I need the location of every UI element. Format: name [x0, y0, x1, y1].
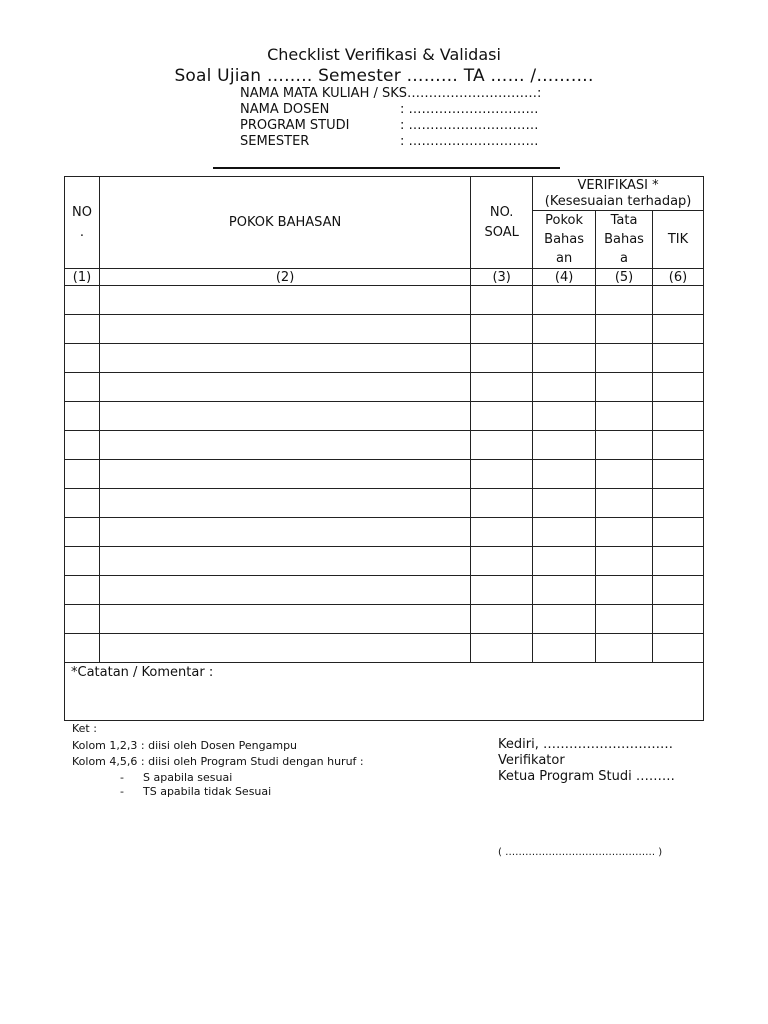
table-cell[interactable]: [653, 576, 704, 605]
table-cell[interactable]: [533, 518, 596, 547]
title-divider: [213, 167, 560, 169]
table-cell[interactable]: [653, 518, 704, 547]
ket-line-1: Kolom 1,2,3 : diisi oleh Dosen Pengampu: [72, 739, 298, 752]
table-cell[interactable]: [99, 489, 470, 518]
table-row: [65, 460, 704, 489]
table-row: [65, 402, 704, 431]
table-cell[interactable]: [596, 402, 653, 431]
table-cell[interactable]: [99, 460, 470, 489]
table-cell[interactable]: [533, 315, 596, 344]
signature-role-verifikator: Verifikator: [498, 753, 565, 768]
table-cell[interactable]: [471, 547, 533, 576]
table-cell[interactable]: [653, 431, 704, 460]
table-cell[interactable]: [653, 547, 704, 576]
table-cell[interactable]: [99, 402, 470, 431]
table-cell[interactable]: [653, 315, 704, 344]
table-cell[interactable]: [99, 373, 470, 402]
table-cell[interactable]: [65, 315, 100, 344]
ket-bullet-sesuai: S apabila sesuai: [143, 771, 233, 784]
catatan-label: *Catatan / Komentar :: [71, 665, 214, 680]
table-cell[interactable]: [596, 315, 653, 344]
meta-label: NAMA DOSEN: [240, 102, 330, 117]
signature-place-date: Kediri, …………………………: [498, 737, 673, 752]
column-number: (2): [99, 269, 470, 286]
table-cell[interactable]: [65, 634, 100, 663]
header-tik: TIK: [653, 211, 704, 269]
table-row: [65, 576, 704, 605]
meta-row-dosen: [240, 102, 570, 117]
table-cell[interactable]: [99, 547, 470, 576]
column-number: (5): [596, 269, 653, 286]
table-cell[interactable]: [653, 605, 704, 634]
table-cell[interactable]: [596, 373, 653, 402]
table-row: [65, 489, 704, 518]
table-row: [65, 547, 704, 576]
table-cell[interactable]: [533, 431, 596, 460]
table-cell[interactable]: [99, 344, 470, 373]
table-cell[interactable]: [65, 373, 100, 402]
table-cell[interactable]: [99, 286, 470, 315]
table-cell[interactable]: [65, 547, 100, 576]
table-cell[interactable]: [99, 576, 470, 605]
table-cell[interactable]: [596, 576, 653, 605]
table-cell[interactable]: [99, 605, 470, 634]
table-cell[interactable]: [596, 460, 653, 489]
header-no-soal: NO. SOAL: [471, 177, 533, 269]
meta-value: : …………………………: [400, 102, 539, 117]
document-subtitle: Soal Ujian …….. Semester ……… TA …… /……….: [174, 66, 594, 86]
document-title: Checklist Verifikasi & Validasi: [267, 45, 501, 64]
table-row: [65, 373, 704, 402]
table-cell[interactable]: [471, 431, 533, 460]
table-cell[interactable]: [533, 576, 596, 605]
table-cell[interactable]: [533, 286, 596, 315]
ket-line-2: Kolom 4,5,6 : diisi oleh Program Studi dengan huruf :: [72, 755, 364, 768]
table-cell[interactable]: [533, 402, 596, 431]
table-cell[interactable]: [596, 518, 653, 547]
signature-name-line: ( ……………………………………… ): [498, 847, 663, 858]
ket-bullet-dash: -: [120, 785, 124, 798]
table-cell[interactable]: [65, 431, 100, 460]
column-number: (3): [471, 269, 533, 286]
ket-heading: Ket :: [72, 722, 97, 735]
meta-row-semester: [240, 134, 570, 149]
table-cell[interactable]: [471, 605, 533, 634]
table-cell[interactable]: [653, 489, 704, 518]
table-cell[interactable]: [99, 518, 470, 547]
table-cell[interactable]: [471, 402, 533, 431]
meta-label: NAMA MATA KULIAH / SKS: [240, 86, 408, 101]
header-pokok-bahasan: POKOK BAHASAN: [99, 177, 470, 269]
table-cell[interactable]: [65, 286, 100, 315]
column-number: (6): [653, 269, 704, 286]
table-row: [65, 286, 704, 315]
table-cell[interactable]: [596, 605, 653, 634]
table-cell[interactable]: [99, 634, 470, 663]
table-cell[interactable]: [471, 576, 533, 605]
table-cell[interactable]: [596, 286, 653, 315]
table-cell[interactable]: [471, 634, 533, 663]
catatan-komentar[interactable]: [65, 663, 704, 721]
checklist-table: [64, 176, 704, 721]
table-cell[interactable]: [65, 576, 100, 605]
table-cell[interactable]: [65, 344, 100, 373]
table-cell[interactable]: [471, 518, 533, 547]
header-pokok-bahasan-sub: Pokok Bahas an: [533, 211, 596, 269]
table-cell[interactable]: [596, 634, 653, 663]
meta-row-mata-kuliah: [240, 86, 570, 101]
table-cell[interactable]: [533, 605, 596, 634]
table-cell[interactable]: [65, 489, 100, 518]
header-tata-bahasa: Tata Bahas a: [596, 211, 653, 269]
table-row: [65, 344, 704, 373]
table-cell[interactable]: [471, 286, 533, 315]
table-cell[interactable]: [471, 460, 533, 489]
column-number: (1): [65, 269, 100, 286]
meta-row-program-studi: [240, 118, 570, 133]
table-cell[interactable]: [471, 373, 533, 402]
meta-value: : …………………………: [400, 134, 539, 149]
table-row: [65, 634, 704, 663]
table-row: [65, 518, 704, 547]
table-row: [65, 605, 704, 634]
meta-label: PROGRAM STUDI: [240, 118, 350, 133]
table-cell[interactable]: [653, 373, 704, 402]
table-cell[interactable]: [471, 344, 533, 373]
table-cell[interactable]: [99, 431, 470, 460]
table-cell[interactable]: [471, 489, 533, 518]
table-body: [65, 286, 704, 663]
table-cell[interactable]: [99, 315, 470, 344]
table-cell[interactable]: [533, 547, 596, 576]
table-cell[interactable]: [596, 431, 653, 460]
table-cell[interactable]: [65, 605, 100, 634]
table-cell[interactable]: [471, 315, 533, 344]
table-cell[interactable]: [533, 344, 596, 373]
table-cell[interactable]: [533, 460, 596, 489]
table-cell[interactable]: [533, 373, 596, 402]
table-cell[interactable]: [596, 547, 653, 576]
table-cell[interactable]: [65, 460, 100, 489]
table-cell[interactable]: [65, 518, 100, 547]
table-cell[interactable]: [596, 344, 653, 373]
table-cell[interactable]: [653, 402, 704, 431]
table-cell[interactable]: [596, 489, 653, 518]
table-cell[interactable]: [653, 344, 704, 373]
ket-bullet-dash: -: [120, 771, 124, 784]
ket-bullet-tidak-sesuai: TS apabila tidak Sesuai: [143, 785, 272, 798]
meta-value: : …………………………: [400, 118, 539, 133]
table-row: [65, 315, 704, 344]
meta-label: SEMESTER: [240, 134, 310, 149]
table-cell[interactable]: [533, 489, 596, 518]
column-number: (4): [533, 269, 596, 286]
signature-role-ketua: Ketua Program Studi ………: [498, 769, 675, 784]
table-row: [65, 431, 704, 460]
table-cell[interactable]: [653, 634, 704, 663]
header-verifikasi: VERIFIKASI * (Kesesuaian terhadap): [533, 177, 704, 211]
table-cell[interactable]: [653, 460, 704, 489]
table-cell[interactable]: [65, 402, 100, 431]
table-cell[interactable]: [653, 286, 704, 315]
header-no: NO .: [65, 177, 100, 269]
table-cell[interactable]: [533, 634, 596, 663]
meta-value: …………………………:: [407, 86, 542, 101]
